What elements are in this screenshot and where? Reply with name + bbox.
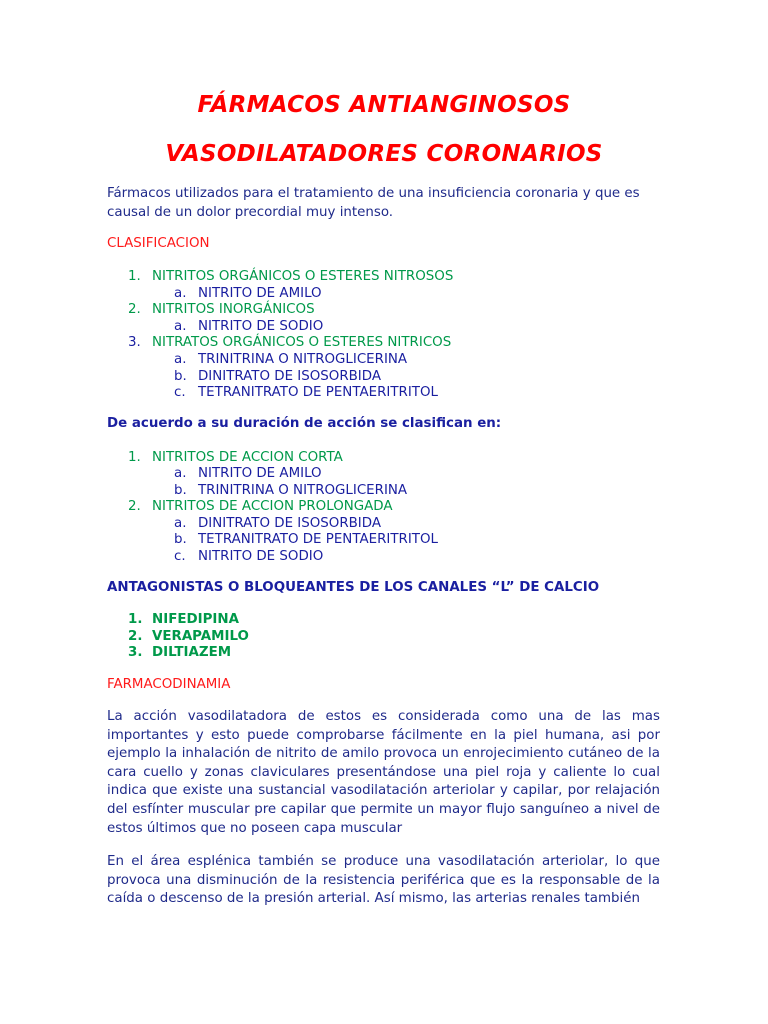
duracion-item-2-sub-c: c. NITRITO DE SODIO bbox=[174, 549, 324, 564]
antagonistas-item-3: 3. DILTIAZEM bbox=[128, 645, 232, 660]
duracion-item-1-sub-a: a. NITRITO DE AMILO bbox=[174, 466, 322, 481]
farmacodinamia-paragraph-2: En el área esplénica también se produce una vasodilatación arteriolar, lo que provoca una disminución de la resistencia periférica que es la responsable de la caída o descenso de la presión arterial. Así mismo, las arterias renales también bbox=[107, 854, 660, 907]
title-line-1: FÁRMACOS ANTIANGINOSOS bbox=[197, 92, 571, 118]
clasif-item-3: 3. NITRATOS ORGÁNICOS O ESTERES NITRICOS bbox=[128, 335, 452, 350]
duracion-item-2-sub-a: a. DINITRATO DE ISOSORBIDA bbox=[174, 516, 381, 531]
clasif-item-1: 1. NITRITOS ORGÁNICOS O ESTERES NITROSOS bbox=[128, 269, 454, 284]
title-line-2: VASODILATADORES CORONARIOS bbox=[165, 141, 603, 167]
clasificacion-heading: CLASIFICACION bbox=[107, 236, 210, 251]
antagonistas-item-2: 2. VERAPAMILO bbox=[128, 629, 249, 644]
duracion-heading: De acuerdo a su duración de acción se clasifican en: bbox=[107, 416, 502, 431]
duracion-item-1-sub-b: b. TRINITRINA O NITROGLICERINA bbox=[174, 483, 408, 498]
duracion-item-2: 2. NITRITOS DE ACCION PROLONGADA bbox=[128, 499, 393, 514]
antagonistas-item-1: 1. NIFEDIPINA bbox=[128, 612, 239, 627]
farmacodinamia-heading: FARMACODINAMIA bbox=[107, 677, 231, 692]
clasif-item-3-sub-b: b. DINITRATO DE ISOSORBIDA bbox=[174, 369, 381, 384]
clasif-item-3-sub-a: a. TRINITRINA O NITROGLICERINA bbox=[174, 352, 408, 367]
intro-paragraph: Fármacos utilizados para el tratamiento de una insuficiencia coronaria y que es causal de un dolor precordial muy intenso. bbox=[107, 186, 640, 220]
clasif-item-2-sub-a: a. NITRITO DE SODIO bbox=[174, 319, 324, 334]
farmacodinamia-paragraph-1: La acción vasodilatadora de estos es considerada como una de las mas importantes y esto puede comprobarse fácilmente en la piel humana, asi por ejemplo la inhalación de nitrito de amilo provoca un enrojecimiento cutáneo de la cara cuello y zonas claviculares presentándose una piel roja y caliente lo cual indica que existe una sustancial vasodilatación arteriolar y capilar, por relajación del esfínter muscular pre capilar que permite un mayor flujo sanguíneo a nivel de estos últimos que no poseen capa muscular bbox=[107, 709, 660, 836]
clasif-item-2: 2. NITRITOS INORGÁNICOS bbox=[128, 302, 315, 317]
clasif-item-3-sub-c: c. TETRANITRATO DE PENTAERITRITOL bbox=[174, 385, 438, 400]
duracion-item-1: 1. NITRITOS DE ACCION CORTA bbox=[128, 450, 343, 465]
antagonistas-heading: ANTAGONISTAS O BLOQUEANTES DE LOS CANALES “L” DE CALCIO bbox=[107, 580, 600, 595]
clasif-item-1-sub-a: a. NITRITO DE AMILO bbox=[174, 286, 322, 301]
duracion-item-2-sub-b: b. TETRANITRATO DE PENTAERITRITOL bbox=[174, 532, 438, 547]
